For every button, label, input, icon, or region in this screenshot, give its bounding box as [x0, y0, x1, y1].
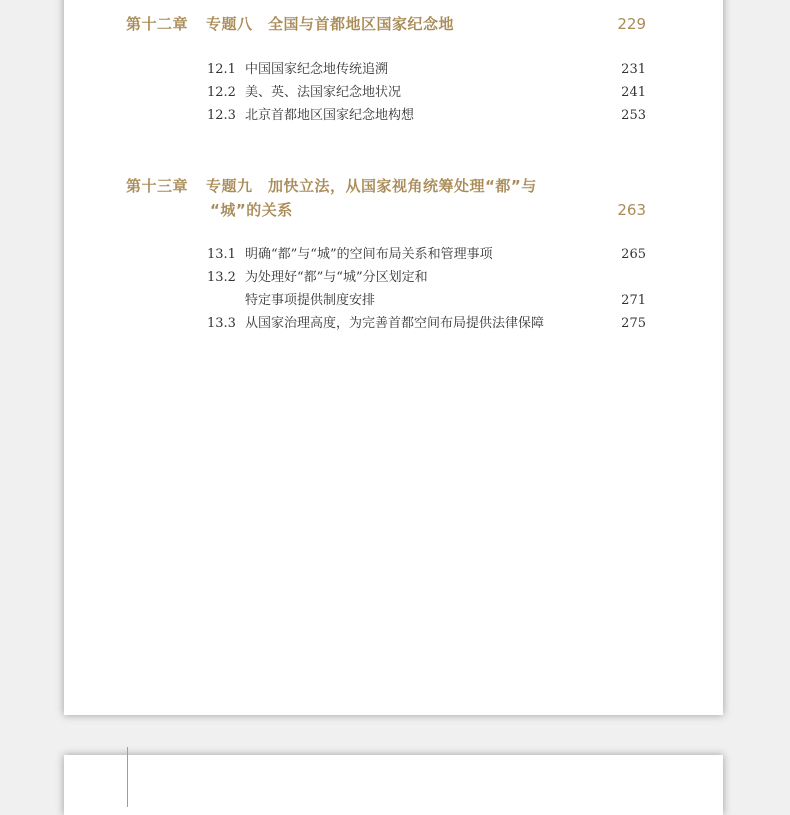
toc-entry-13-1 — [207, 243, 647, 266]
toc-entry-12-3 — [207, 104, 647, 127]
section-page: 241 — [621, 85, 646, 100]
section-title: 中国国家纪念地传统追溯 — [245, 62, 389, 77]
toc-entry-13-3 — [207, 312, 647, 335]
section-number: 13.3 — [207, 316, 236, 331]
chapter-number: 第十二章 — [126, 15, 189, 33]
toc-entry-12-2 — [207, 81, 647, 104]
next-page — [64, 755, 723, 815]
section-page: 231 — [621, 62, 646, 77]
section-number: 12.1 — [207, 62, 236, 77]
section-page: 253 — [621, 108, 646, 123]
chapter-13-heading — [126, 174, 646, 222]
chapter-12-heading — [126, 12, 646, 36]
section-page: 271 — [621, 293, 646, 308]
section-title: 美、英、法国家纪念地状况 — [245, 85, 402, 100]
chapter-12-page: 229 — [617, 15, 646, 33]
section-title: 从国家治理高度，为完善首都空间布局提供法律保障 — [245, 316, 545, 331]
chapter-13-page: 263 — [617, 201, 646, 219]
section-page: 265 — [621, 247, 646, 262]
section-title: 北京首都地区国家纪念地构想 — [245, 108, 415, 123]
toc-page — [64, 0, 723, 715]
section-number: 12.2 — [207, 85, 236, 100]
margin-rule — [127, 747, 128, 807]
section-title: 明确“都”与“城”的空间布局关系和管理事项 — [245, 247, 493, 262]
section-page: 275 — [621, 316, 646, 331]
toc-entry-13-2 — [207, 266, 647, 312]
chapter-title-line2: “城”的关系 — [210, 201, 293, 219]
section-number: 13.2 — [207, 270, 236, 285]
section-number: 13.1 — [207, 247, 236, 262]
section-title-line2: 特定事项提供制度安排 — [245, 293, 376, 308]
chapter-title-line1: 专题九 加快立法，从国家视角统筹处理“都”与 — [206, 177, 537, 195]
section-number: 12.3 — [207, 108, 236, 123]
chapter-number: 第十三章 — [126, 177, 189, 195]
chapter-title: 专题八 全国与首都地区国家纪念地 — [206, 15, 455, 33]
section-title-line1: 为处理好“都”与“城”分区划定和 — [245, 270, 428, 285]
toc-entry-12-1 — [207, 58, 647, 81]
